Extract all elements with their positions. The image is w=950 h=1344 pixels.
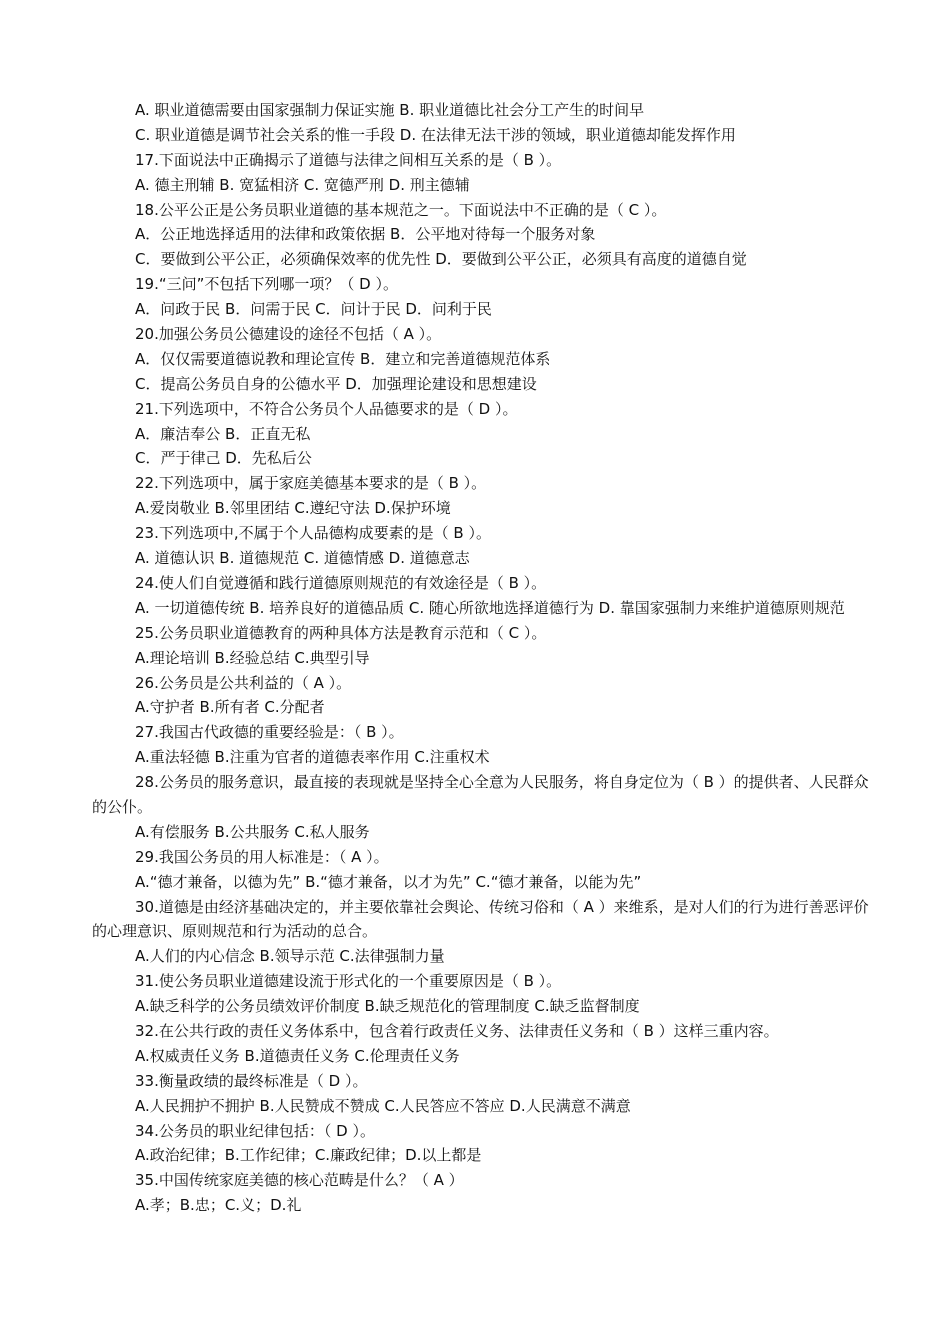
text-line: A.孝；B.忠；C.义；D.礼 [135, 1196, 302, 1215]
text-line: A.政治纪律；B.工作纪律；C.廉政纪律；D.以上都是 [135, 1146, 482, 1165]
text-line: A．问政于民 B．问需于民 C．问计于民 D．问利于民 [135, 300, 492, 319]
text-line: A.“德才兼备，以德为先” B.“德才兼备，以才为先” C.“德才兼备，以能为先” [135, 872, 642, 891]
text-line: A.人民拥护不拥护 B.人民赞成不赞成 C.人民答应不答应 D.人民满意不满意 [135, 1096, 631, 1115]
text-line: 33.衡量政绩的最终标准是（ D ）。 [135, 1071, 368, 1090]
text-line: 32.在公共行政的责任义务体系中，包含着行政责任义务、法律责任义务和（ B ）这样三重内容。 [135, 1022, 779, 1041]
text-line: 30.道德是由经济基础决定的，并主要依靠社会舆论、传统习俗和（ A ）来维系，是对人们的行为进行善恶评价的心理意识、原则规范和行为活动的总合。 [92, 897, 869, 941]
text-line: 23.下列选项中,不属于个人品德构成要素的是（ B ）。 [135, 524, 491, 543]
text-line: A.爱岗敬业 B.邻里团结 C.遵纪守法 D.保护环境 [135, 499, 451, 518]
text-line: 29.我国公务员的用人标准是：（ A ）。 [135, 847, 389, 866]
text-line: 17.下面说法中正确揭示了道德与法律之间相互关系的是（ B ）。 [135, 150, 562, 169]
text-line: A. 道德认识 B. 道德规范 C. 道德情感 D. 道德意志 [135, 549, 470, 568]
text-line: A.人们的内心信念 B.领导示范 C.法律强制力量 [135, 947, 445, 966]
text-line: 20.加强公务员公德建设的途径不包括（ A ）。 [135, 325, 442, 344]
text-line: 31.使公务员职业道德建设流于形式化的一个重要原因是（ B ）。 [135, 972, 562, 991]
text-line: 21.下列选项中，不符合公务员个人品德要求的是（ D ）。 [135, 399, 518, 418]
text-line: 27.我国古代政德的重要经验是：（ B ）。 [135, 723, 404, 742]
text-line: 22.下列选项中，属于家庭美德基本要求的是（ B ）。 [135, 474, 487, 493]
text-line: A. 德主刑辅 B. 宽猛相济 C. 宽德严刑 D. 刑主德辅 [135, 175, 470, 194]
text-line: 25.公务员职业道德教育的两种具体方法是教育示范和（ C ）。 [135, 623, 547, 642]
text-line: A. 一切道德传统 B. 培养良好的道德品质 C. 随心所欲地选择道德行为 D. 靠国家强制力来维护道德原则规范 [135, 598, 845, 617]
text-line: A.理论培训 B.经验总结 C.典型引导 [135, 648, 370, 667]
text-line: C．要做到公平公正，必须确保效率的优先性 D．要做到公平公正，必须具有高度的道德自觉 [135, 250, 747, 269]
text-line: C．严于律己 D．先私后公 [135, 449, 312, 468]
text-line: 26.公务员是公共利益的（ A ）。 [135, 673, 352, 692]
text-line: C．提高公务员自身的公德水平 D．加强理论建设和思想建设 [135, 374, 537, 393]
text-line: A．廉洁奉公 B．正直无私 [135, 424, 311, 443]
text-line: A.守护者 B.所有者 C.分配者 [135, 698, 325, 717]
text-line: A．仅仅需要道德说教和理论宣传 B．建立和完善道德规范体系 [135, 349, 551, 368]
text-line: 34.公务员的职业纪律包括：（ D ）。 [135, 1121, 375, 1140]
text-line: A.重法轻德 B.注重为官者的道德表率作用 C.注重权术 [135, 748, 490, 767]
text-line: A. 职业道德需要由国家强制力保证实施 B. 职业道德比社会分工产生的时间早 [135, 101, 645, 119]
text-line: 35.中国传统家庭美德的核心范畴是什么？（ A ） [135, 1171, 464, 1190]
text-line: C. 职业道德是调节社会关系的惟一手段 D. 在法律无法干涉的领域，职业道德却能发挥作用 [135, 125, 736, 144]
text-line: A.权威责任义务 B.道德责任义务 C.伦理责任义务 [135, 1046, 460, 1065]
text-line: 19.“三问”不包括下列哪一项？（ D ）。 [135, 275, 398, 294]
text-line: 24.使人们自觉遵循和践行道德原则规范的有效途径是（ B ）。 [135, 573, 547, 592]
text-line: 18.公平公正是公务员职业道德的基本规范之一。下面说法中不正确的是（ C ）。 [135, 200, 667, 219]
text-line: A.缺乏科学的公务员绩效评价制度 B.缺乏规范化的管理制度 C.缺乏监督制度 [135, 997, 640, 1016]
text-line: 28.公务员的服务意识，最直接的表现就是坚持全心全意为人民服务，将自身定位为（ B ）的提供者、人民群众的公仆。 [92, 773, 869, 816]
document-body [92, 98, 872, 1218]
text-line: A.有偿服务 B.公共服务 C.私人服务 [135, 822, 370, 841]
text-line: A．公正地选择适用的法律和政策依据 B．公平地对待每一个服务对象 [135, 225, 596, 244]
